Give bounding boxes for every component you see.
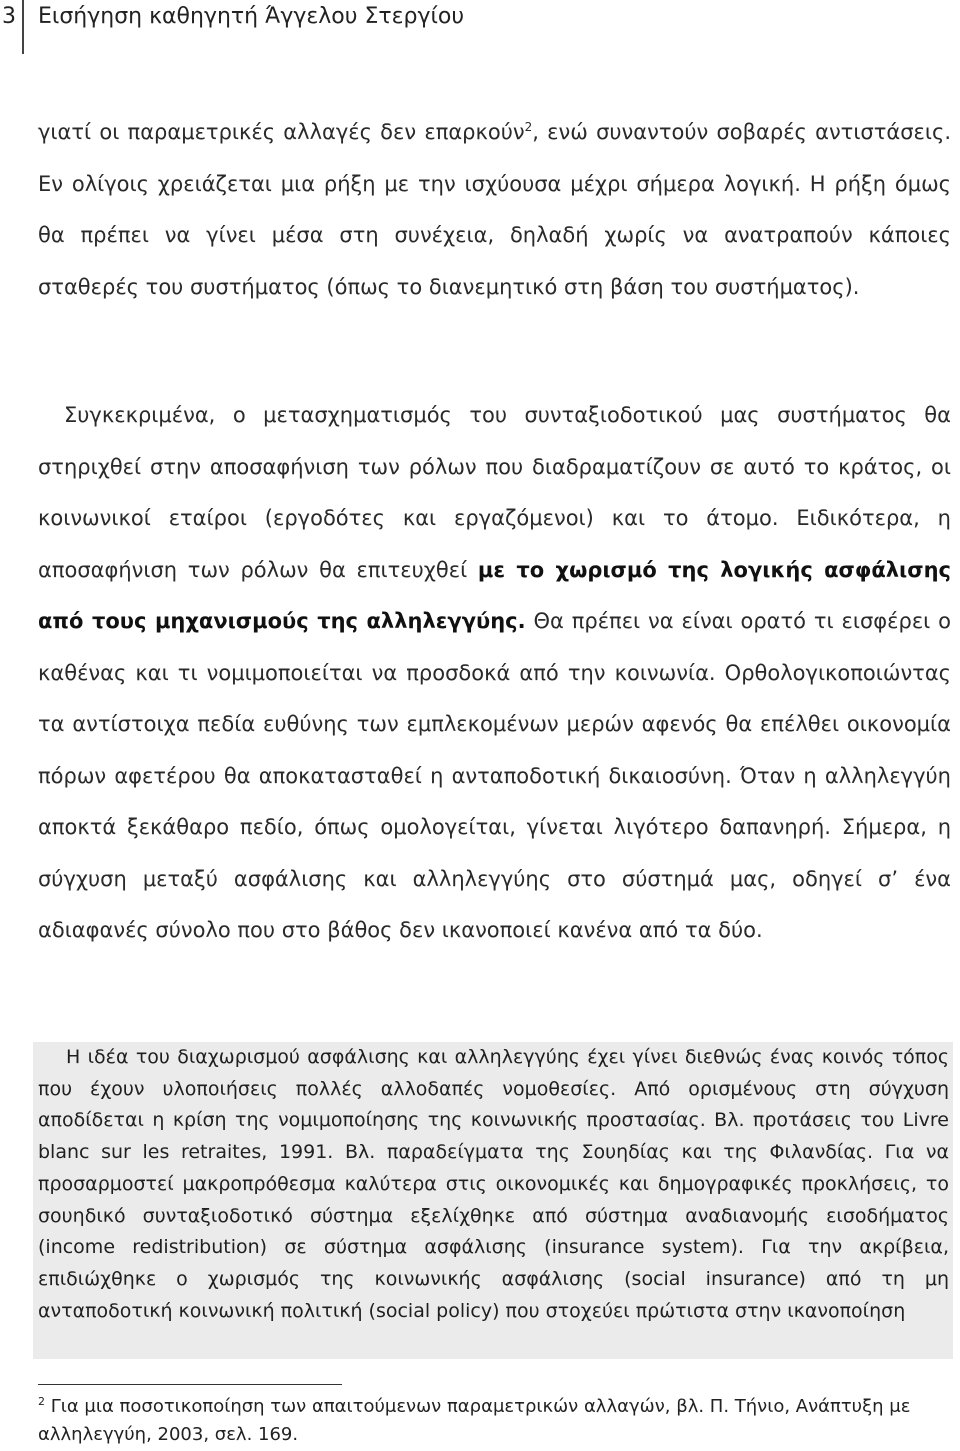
paragraph-1-text: γιατί οι παραμετρικές αλλαγές δεν επαρκούν: [38, 120, 525, 144]
footnote-reference[interactable]: 2: [524, 120, 533, 134]
paragraph-2-bold-text: με το χωρισμό της λογικής ασφάλισης από τους μηχανισμούς της αλληλεγγύης.: [38, 557, 951, 633]
shaded-note-text: Η ιδέα του διαχωρισμού ασφάλισης και αλληλεγγύης έχει γίνει διεθνώς ένας κοινός τόπος που έχουν υλοποιήσεις πολλές αλλοδαπές νομοθεσίες. Από ορισμένους στη σύγχυση αποδίδεται η κρίση της νομιμοποίησης της κοινωνικής προστασίας. Βλ. προτάσεις του Livre blanc sur les retraites, 1991. Βλ. παραδείγματα της Σουηδίας και της Φιλανδίας. Για να προσαρμοστεί μακροπρόθεσμα καλύτερα στις οικονομικές και δημογραφικές προκλήσεις, το σουηδικό συνταξιοδοτικό σύστημα εξελίχθηκε από σύστημα αναδιανομής εισοδήματος (income redistribution) σε σύστημα ασφάλισης (insurance system). Για την ακρίβεια, επιδιώχθηκε ο χωρισμός της κοινωνικής ασφάλισης (social insurance) από τη μη ανταποδοτική κοινωνική πολιτική (social policy) που στοχεύει πρώτιστα στην ικανοποίηση: [38, 1046, 949, 1322]
footnote-number: 2: [38, 1395, 45, 1408]
paragraph-2-text-end: Θα πρέπει να είναι ορατό τι εισφέρει ο καθένας και τι νομιμοποιείται να προσδοκά από την κοινωνία. Ορθολογικοποιώντας τα αντίστοιχα πεδία ευθύνης των εμπλεκομένων μερών αφενός θα επέλθει οικονομία πόρων αφετέρου θα αποκατασταθεί η ανταποδοτική δικαιοσύνη. Όταν η αλληλεγγύη αποκτά ξεκάθαρο πεδίο, όπως ομολογείται, γίνεται λιγότερο δαπανηρή. Σήμερα, η σύγχυση μεταξύ ασφάλισης και αλληλεγγύης στο σύστημά μας, οδηγεί σ’ ένα αδιαφανές σύνολο που στο βάθος δεν ικανοποιεί κανένα από τα δύο.: [38, 609, 951, 942]
shaded-note-box: [33, 1042, 953, 1359]
footnote-divider: [38, 1384, 342, 1385]
paragraph-2: [38, 390, 951, 957]
paragraph-2-text: Συγκεκριμένα, ο μετασχηματισμός του συνταξιοδοτικού μας συστήματος θα στηριχθεί στην αποσαφήνιση των ρόλων που διαδραματίζουν σε αυτό το κράτος, οι κοινωνικοί εταίροι (εργοδότες και εργαζόμενοι) και το άτομο. Ειδικότερα, η αποσαφήνιση των ρόλων θα επιτευχθεί: [38, 403, 951, 582]
footnote: [38, 1393, 938, 1449]
header-title: Εισήγηση καθηγητή Άγγελου Στεργίου: [38, 4, 465, 29]
paragraph-1: [38, 107, 951, 313]
header-divider: [22, 0, 24, 54]
page-header: [0, 0, 960, 56]
page-number: 3: [2, 4, 16, 29]
paragraph-1-text-cont: , ενώ συναντούν σοβαρές αντιστάσεις. Εν ολίγοις χρειάζεται μια ρήξη με την ισχύουσα μέχρι σήμερα λογική. Η ρήξη όμως θα πρέπει να γίνει μέσα στη συνέχεια, δηλαδή χωρίς να ανατραπούν κάποιες σταθερές του συστήματος (όπως το διανεμητικό στη βάση του συστήματος).: [38, 120, 951, 299]
footnote-text: Για μια ποσοτικοποίηση των απαιτούμενων παραμετρικών αλλαγών, βλ. Π. Τήνιο, Ανάπτυξη με αλληλεγγύη, 2003, σελ. 169.: [38, 1396, 911, 1445]
